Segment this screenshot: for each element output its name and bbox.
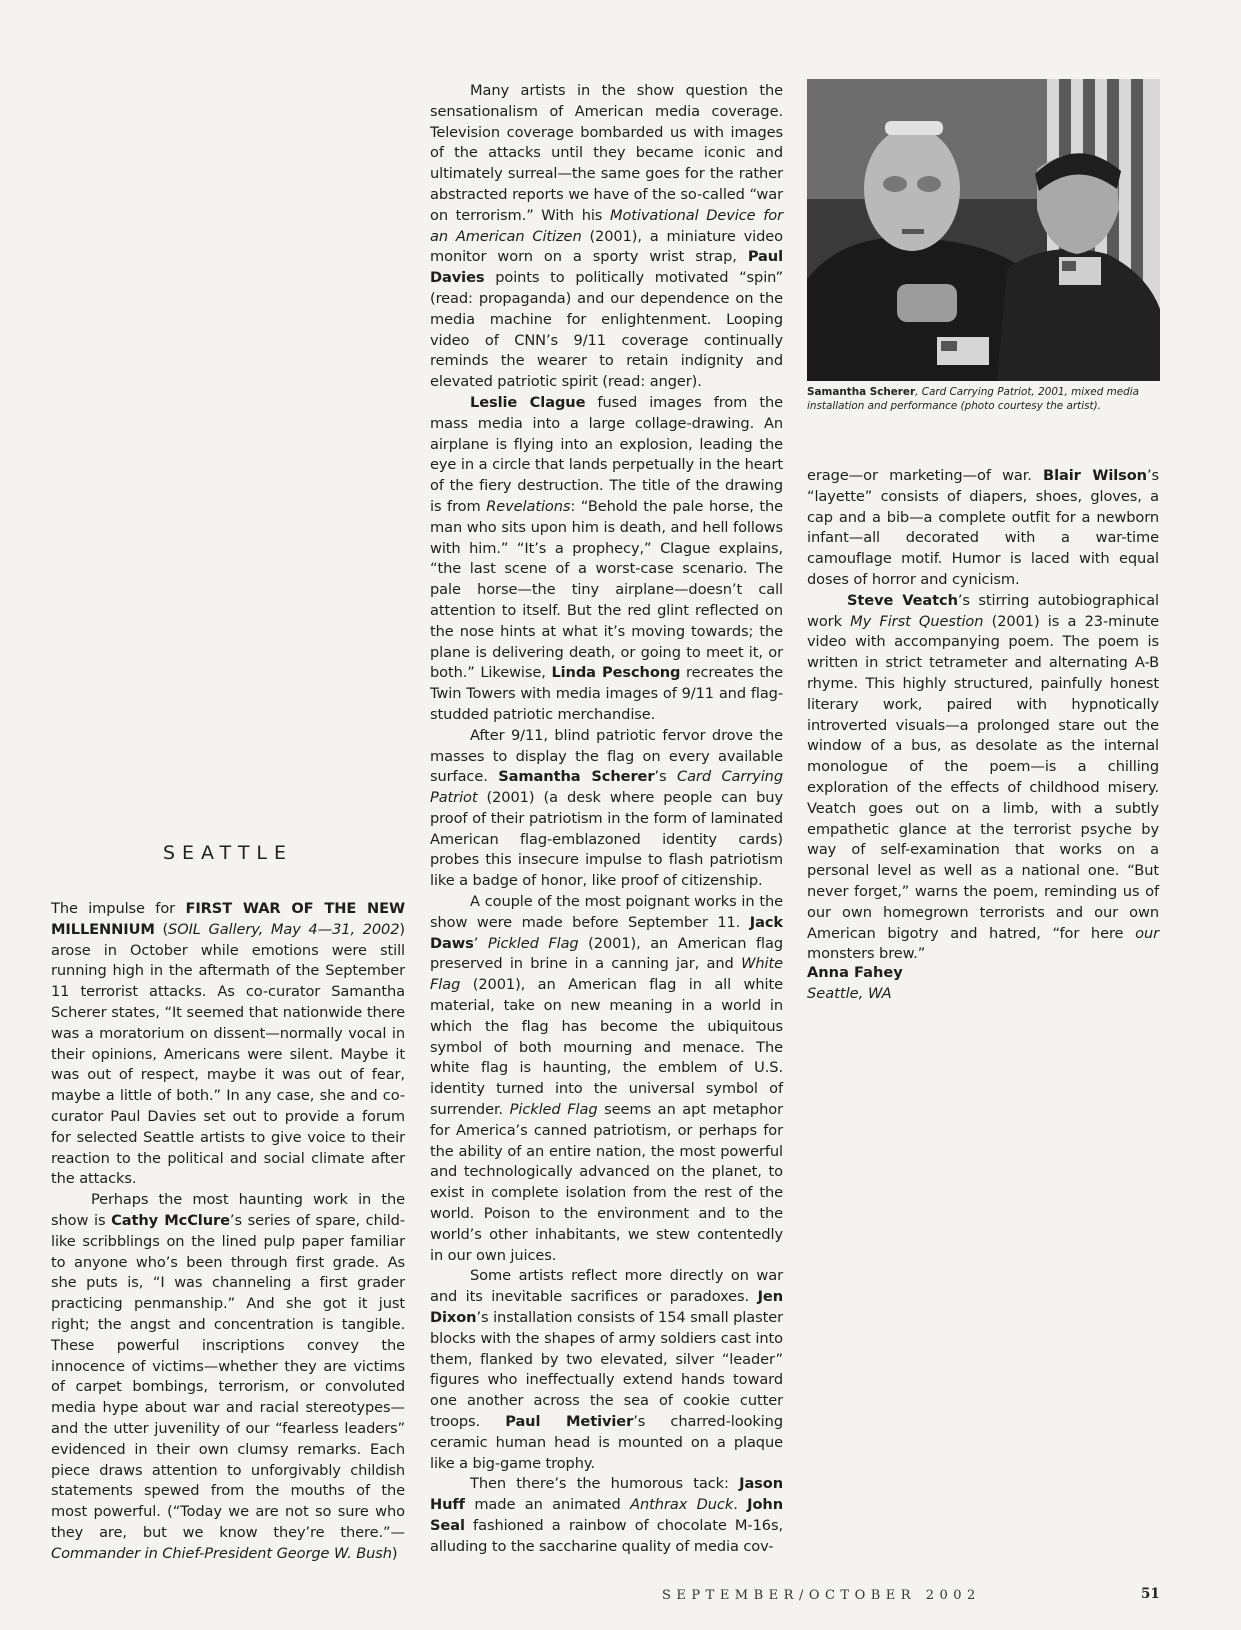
paragraph: Leslie Clague fused images from the mass media into a large collage-drawing. An airplane is flying into an explosion, leading the eye in a circle that lands perpetually in the heart of the fiery destruction. The title of the drawing is from Revelations: “Behold the pale horse, the man who sits upon him is death, and hell follows with him.” “It’s a prophecy,” Clague explains, “the last scene of a worst-case scenario. The pale horse—the tiny airplane—doesn’t call attention to itself. But the red glint reflected on the nose hints at what it’s moving towards; the plane is delivering death, or going to meet it, or both.” Likewise, Linda Peschong recreates the Twin Towers with media images of 9/11 and flag-studded patriotic merchandise. bbox=[430, 393, 783, 723]
paragraph: After 9/11, blind patriotic fervor drove the masses to display the flag on every available surface. Samantha Scherer’s Card Carrying Patriot (2001) (a desk where people can buy proof of their patriotism in the form of laminated American flag-emblazoned identity cards) probes this insecure impulse to flash patriotism like a badge of honor, like proof of citizenship. bbox=[430, 726, 783, 890]
paragraph: The impulse for FIRST WAR OF THE NEW MILLENNIUM (SOIL Gallery, May 4—31, 2002) arose in October while emotions were still running high in the aftermath of the September 11 terrorist attacks. As co-curator Samantha Scherer states, “It seemed that nationwide there was a moratorium on dissent—normally vocal in their opinions, Americans were silent. Maybe it was out of respect, maybe it was out of fear, maybe a little of both.” In any case, she and co-curator Paul Davies set out to provide a forum for selected Seattle artists to give voice to their reaction to the political and social climate after the attacks. bbox=[51, 900, 405, 1188]
section-title: SEATTLE bbox=[162, 842, 294, 864]
author-name: Anna Fahey bbox=[807, 964, 903, 981]
photo-caption: Samantha Scherer, Card Carrying Patriot, 2001, mixed media installation and performance (photo courtesy the artist). bbox=[807, 386, 1139, 412]
paragraph: Steve Veatch’s stirring autobiographical work My First Question (2001) is a 23-minute video with accompanying poem. The poem is written in strict tetrameter and alternating A-B rhyme. This highly structured, painfully honest literary work, paired with hypnotically introverted visuals—a prolonged stare out the window of a bus, as desolate as the internal monologue of the poem—is a chilling exploration of the effects of childhood misery. Veatch goes out on a limb, with a subtly empathetic glance at the terrorist psyche by way of self-examination that works on a personal level as well as a national one. “But never forget,” warns the poem, reminding us of our own homegrown terrorists and our own American bigotry and hatred, “for here our monsters brew.” bbox=[807, 591, 1159, 963]
footer-issue-date: SEPTEMBER/OCTOBER 2002 bbox=[662, 1588, 981, 1603]
paragraph: Some artists reflect more directly on war and its inevitable sacrifices or paradoxes. Jen Dixon’s installation consists of 154 small plaster blocks with the shapes of army soldiers cast into them, flanked by two elevated, silver “leader” figures who ineffectually extend hands toward one another across the sea of cookie cutter troops. Paul Metivier’s charred-looking ceramic human head is mounted on a plaque like a big-game trophy. bbox=[430, 1267, 783, 1472]
article-column-3 bbox=[807, 466, 1159, 965]
page-number: 51 bbox=[1141, 1586, 1160, 1602]
author-location: Seattle, WA bbox=[807, 984, 892, 1002]
article-column-1 bbox=[51, 899, 405, 1565]
paragraph: erage—or marketing—of war. Blair Wilson’s “layette” consists of diapers, shoes, gloves, a cap and a bib—a complete outfit for a newborn infant—all decorated with a war-time camouflage motif. Humor is laced with equal doses of horror and cynicism. bbox=[807, 467, 1159, 588]
article-column-2 bbox=[430, 81, 783, 1558]
paragraph: Perhaps the most haunting work in the show is Cathy McClure’s series of spare, child-like scribblings on the lined pulp paper familiar to anyone who’s been through first grade. As she puts is, “I was channeling a first grader practicing penmanship.” And she got it just right; the angst and concentration is tangible. These powerful inscriptions convey the innocence of victims—whether they are victims of carpet bombings, terrorism, or convoluted media hype about war and racial stereotypes—and the utter juvenility of our “fearless leaders” evidenced in their own clumsy remarks. Each piece draws attention to unforgivably childish statements spewed from the mouths of the most powerful. (“Today we are not so sure who they are, but we know they’re there.”—Commander in Chief-President George W. Bush) bbox=[51, 1191, 405, 1562]
photo-illustration bbox=[807, 79, 1160, 381]
paragraph: A couple of the most poignant works in the show were made before September 11. Jack Daws’ Pickled Flag (2001), an American flag preserved in brine in a canning jar, and White Flag (2001), an American flag in all white material, take on new meaning in a world in which the flag has become the ubiquitous symbol of both mourning and menace. The white flag is haunting, the emblem of U.S. identity turned into the universal symbol of surrender. Pickled Flag seems an apt metaphor for America’s canned patriotism, or perhaps for the ability of an entire nation, the most powerful and technologically advanced on the planet, to exist in complete isolation from the rest of the world. Poison to the environment and to the world’s other inhabitants, we stew contentedly in our own juices. bbox=[430, 893, 783, 1264]
paragraph: Then there’s the humorous tack: Jason Huff made an animated Anthrax Duck. John Seal fashioned a rainbow of chocolate M-16s, alluding to the saccharine quality of media cov- bbox=[430, 1475, 783, 1555]
artist-photo bbox=[807, 79, 1160, 381]
author-signoff bbox=[807, 963, 903, 1005]
paragraph: Many artists in the show question the sensationalism of American media coverage. Television coverage bombarded us with images of the attacks until they became iconic and ultimately surreal—the same goes for the rather abstracted reports we have of the so-called “war on terrorism.” With his Motivational Device for an American Citizen (2001), a miniature video monitor worn on a sporty wrist strap, Paul Davies points to politically motivated “spin” (read: propaganda) and our dependence on the media machine for enlightenment. Looping video of CNN’s 9/11 coverage continually reminds the wearer to retain indignity and elevated patriotic spirit (read: anger). bbox=[430, 82, 783, 391]
